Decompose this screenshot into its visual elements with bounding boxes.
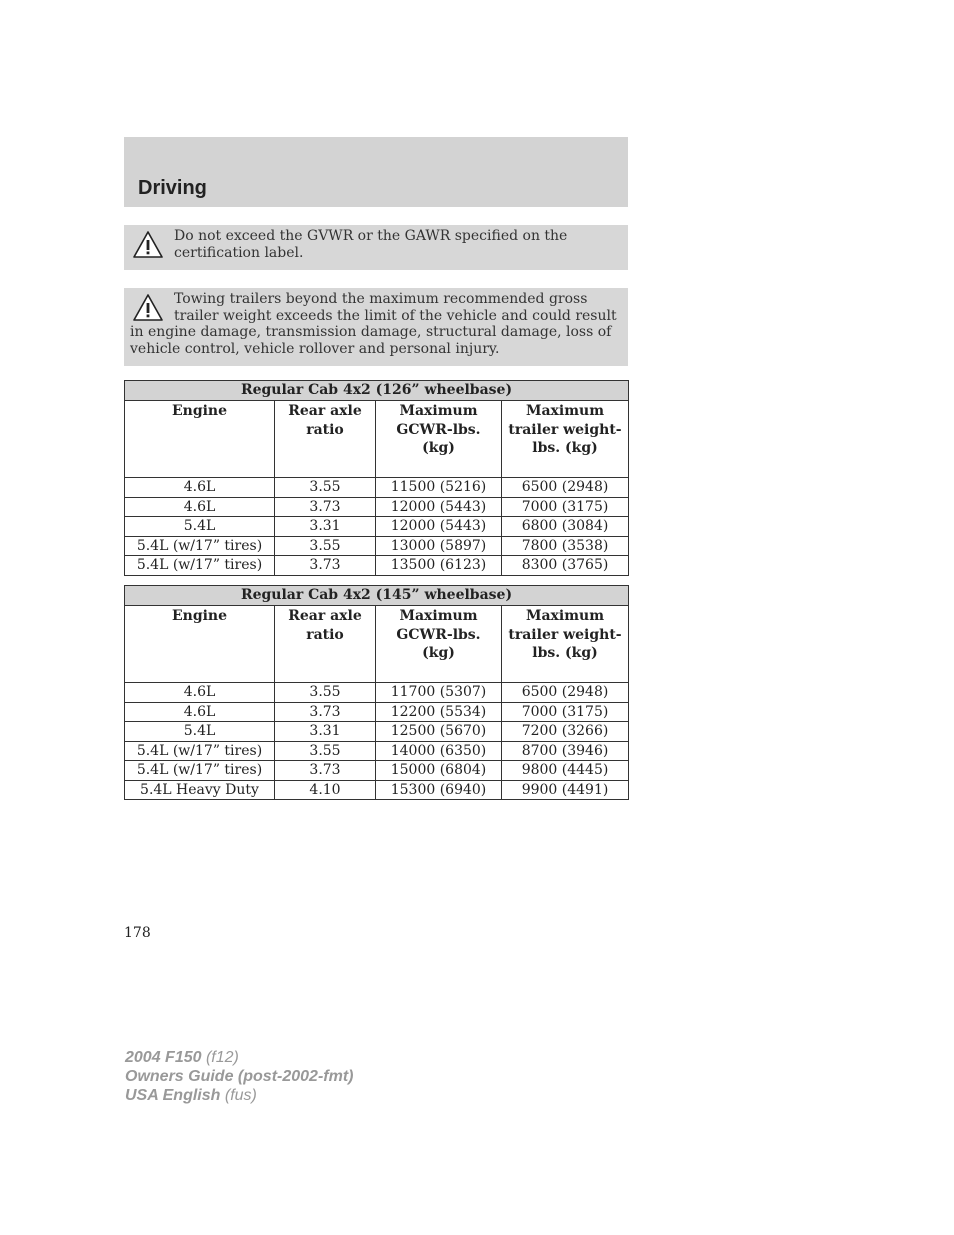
axle-ratio-cell: 3.73 (275, 497, 376, 517)
table-row (125, 478, 629, 498)
trailer-weight-cell: 9900 (4491) (502, 780, 629, 800)
axle-ratio-cell: 3.73 (275, 556, 376, 576)
engine-cell: 4.6L (125, 683, 275, 703)
engine-cell: 5.4L (w/17” tires) (125, 536, 275, 556)
table-row (125, 780, 629, 800)
gcwr-cell: 13000 (5897) (376, 536, 502, 556)
trailer-weight-cell: 7000 (3175) (502, 497, 629, 517)
gcwr-cell: 14000 (6350) (376, 741, 502, 761)
engine-cell: 5.4L (w/17” tires) (125, 741, 275, 761)
table-row (125, 683, 629, 703)
engine-cell: 5.4L Heavy Duty (125, 780, 275, 800)
gcwr-cell: 12500 (5670) (376, 722, 502, 742)
document-footer (125, 1048, 353, 1105)
gcwr-cell: 12200 (5534) (376, 702, 502, 722)
trailer-weight-cell: 7000 (3175) (502, 702, 629, 722)
trailer-weight-cell: 9800 (4445) (502, 761, 629, 781)
axle-ratio-cell: 3.55 (275, 478, 376, 498)
gcwr-cell: 12000 (5443) (376, 517, 502, 537)
axle-ratio-cell: 3.55 (275, 741, 376, 761)
gcwr-cell: 13500 (6123) (376, 556, 502, 576)
axle-ratio-cell: 3.55 (275, 683, 376, 703)
gcwr-cell: 11500 (5216) (376, 478, 502, 498)
gcwr-cell: 15000 (6804) (376, 761, 502, 781)
column-header-axle-ratio: Rear axle ratio (275, 401, 376, 478)
section-title: Driving (138, 177, 207, 199)
towing-table-126-wheelbase (124, 380, 629, 576)
table-title: Regular Cab 4x2 (145” wheelbase) (125, 586, 629, 606)
trailer-weight-cell: 7800 (3538) (502, 536, 629, 556)
footer-guide: Owners Guide (post-2002-fmt) (125, 1068, 354, 1085)
table-row (125, 536, 629, 556)
column-header-trailer-weight: Maximum trailer weight-lbs. (kg) (502, 401, 629, 478)
engine-cell: 4.6L (125, 702, 275, 722)
table-row (125, 741, 629, 761)
section-header (124, 137, 628, 207)
engine-cell: 5.4L (125, 517, 275, 537)
warning-text-1: Do not exceed the GVWR or the GAWR specified on the certification label. (174, 228, 568, 261)
trailer-weight-cell: 8300 (3765) (502, 556, 629, 576)
table-row (125, 517, 629, 537)
footer-language-code: (fus) (224, 1087, 257, 1104)
trailer-weight-cell: 6500 (2948) (502, 478, 629, 498)
axle-ratio-cell: 3.73 (275, 761, 376, 781)
engine-cell: 4.6L (125, 478, 275, 498)
towing-table-145-wheelbase (124, 585, 629, 800)
trailer-weight-cell: 6500 (2948) (502, 683, 629, 703)
column-header-engine: Engine (125, 606, 275, 683)
warning-triangle-icon (132, 230, 164, 260)
trailer-weight-cell: 8700 (3946) (502, 741, 629, 761)
axle-ratio-cell: 3.31 (275, 517, 376, 537)
warning-box-2 (124, 288, 628, 366)
gcwr-cell: 12000 (5443) (376, 497, 502, 517)
engine-cell: 5.4L (w/17” tires) (125, 556, 275, 576)
trailer-weight-cell: 6800 (3084) (502, 517, 629, 537)
column-header-gcwr: Maximum GCWR-lbs. (kg) (376, 606, 502, 683)
column-header-axle-ratio: Rear axle ratio (275, 606, 376, 683)
column-header-gcwr: Maximum GCWR-lbs. (kg) (376, 401, 502, 478)
page-number: 178 (124, 925, 151, 941)
axle-ratio-cell: 3.55 (275, 536, 376, 556)
engine-cell: 5.4L (w/17” tires) (125, 761, 275, 781)
table-row (125, 761, 629, 781)
table-row (125, 722, 629, 742)
table-row (125, 556, 629, 576)
trailer-weight-cell: 7200 (3266) (502, 722, 629, 742)
column-header-engine: Engine (125, 401, 275, 478)
footer-model: 2004 F150 (125, 1049, 202, 1066)
engine-cell: 5.4L (125, 722, 275, 742)
axle-ratio-cell: 4.10 (275, 780, 376, 800)
footer-model-code: (f12) (205, 1049, 239, 1066)
column-header-trailer-weight: Maximum trailer weight-lbs. (kg) (502, 606, 629, 683)
table-row (125, 702, 629, 722)
gcwr-cell: 11700 (5307) (376, 683, 502, 703)
warning-box-1 (124, 225, 628, 270)
footer-language: USA English (125, 1087, 221, 1104)
table-title: Regular Cab 4x2 (126” wheelbase) (125, 381, 629, 401)
warning-text-2: Towing trailers beyond the maximum recommended gross trailer weight exceeds the limit of the vehicle and could result in engine damage, transmission damage, structural damage, loss of vehicle control, vehicle rollover and personal injury. (130, 291, 617, 357)
axle-ratio-cell: 3.31 (275, 722, 376, 742)
gcwr-cell: 15300 (6940) (376, 780, 502, 800)
table-row (125, 497, 629, 517)
axle-ratio-cell: 3.73 (275, 702, 376, 722)
engine-cell: 4.6L (125, 497, 275, 517)
warning-triangle-icon (132, 293, 164, 323)
